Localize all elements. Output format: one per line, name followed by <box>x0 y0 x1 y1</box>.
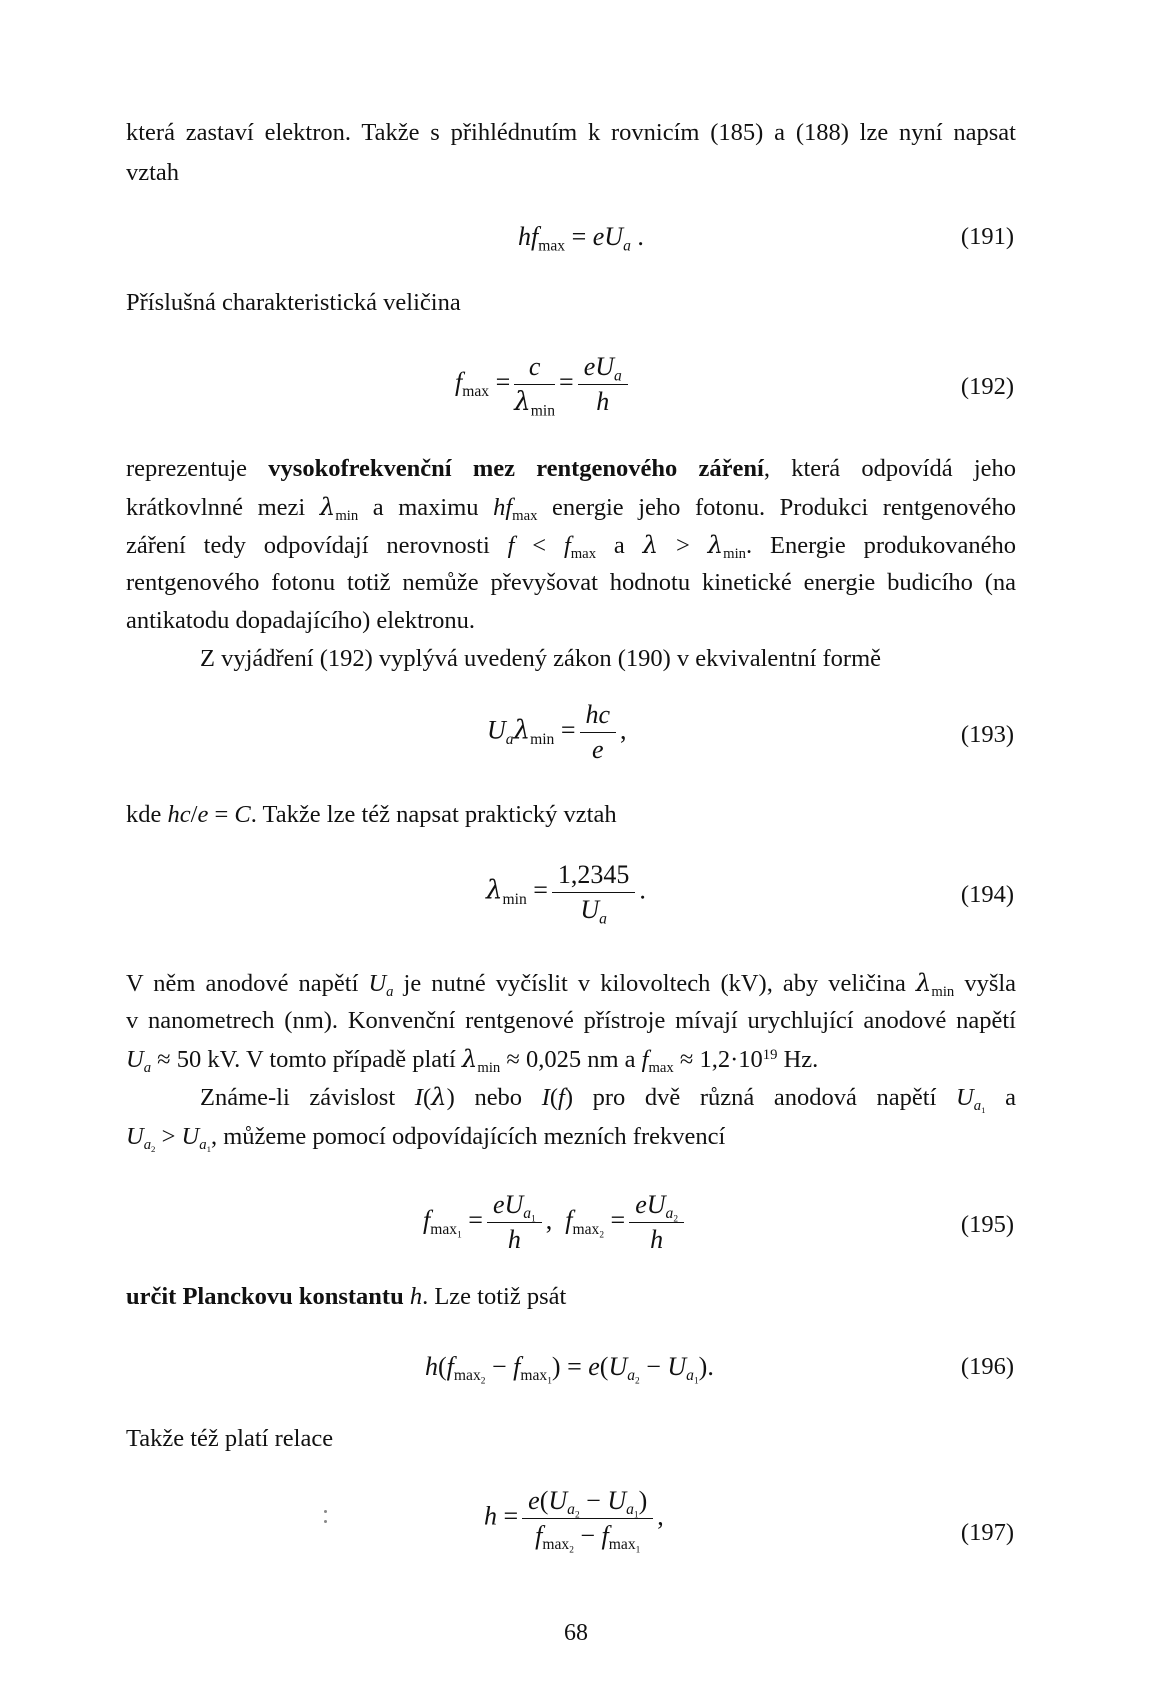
text-span: reprezentuje <box>126 455 248 482</box>
equation-197: h = $\frac{e(U_{a_2} - U_{a_1})}{f_{max_2} - f_{max_1}}$ , <box>484 1486 664 1556</box>
text-line: kde hc/e = C. Takže lze též napsat praktický vztah <box>126 801 617 828</box>
page-number: 68 <box>564 1620 588 1646</box>
text-span: . Energie produkovaného <box>746 532 1016 559</box>
text-line: která zastaví elektron. Takže s přihlédnutím k rovnicím (185) a (188) lze nyní napsat <box>126 119 1016 146</box>
equation-number: (193) <box>960 721 1014 748</box>
text-span: nebo <box>474 1084 523 1111</box>
equation-number: (197) <box>960 1519 1014 1546</box>
text-line: Známe-li závislost I(λ) nebo I(f) pro dvě různá anodová napětí $U_{a_1}$ a <box>200 1082 1016 1116</box>
text-span: záření tedy odpovídají nerovnosti <box>126 532 490 559</box>
text-span: a <box>1005 1084 1016 1111</box>
text-span: , která odpovídá jeho <box>763 455 1017 482</box>
text-line <box>126 1282 1016 1312</box>
text-span: energie jeho fotonu. Produkci rentgenového <box>552 494 1017 521</box>
text-span: krátkovlnné mezi <box>126 494 306 521</box>
text-line: V něm anodové napětí $U_a$ je nutné vyčíslit v kilovoltech (kV), aby veličina $\lambda_{min}$ vyšla <box>126 968 1017 1001</box>
equation-195: $f_{max_1}$ = $\frac{eU_{a_1}}{h}$ , $f_{max_2}$ = $\frac{eU_{a_2}}{h}$ <box>423 1190 688 1255</box>
equation-number: (195) <box>960 1211 1014 1238</box>
text-line: antikatodu dopadajícího) elektronu. <box>126 607 476 634</box>
text-span: . Takže lze též napsat praktický vztah <box>250 801 617 828</box>
constant-value: 1,2345 <box>552 860 636 893</box>
equation-191: $hf_{max} = eU_a$ . <box>518 222 644 255</box>
text-span: ≈ 1,2·10 <box>679 1046 763 1073</box>
text-line: krátkovlnné mezi $\lambda_{min}$ a maximu $hf_{max}$ energie jeho fotonu. Produkci rentgenového <box>126 492 1017 525</box>
text-line: vztah <box>126 159 180 186</box>
text-line: $U_a \approx 50$ kV. V tomto případě platí $\lambda_{min} \approx 0,025$ nm a $f_{max} \approx 1,2\cdot 10^{19}$ Hz. <box>126 1044 819 1077</box>
text-line: $U_{a_2} > U_{a_1}$, můžeme pomocí odpovídajících mezních frekvencí <box>126 1123 726 1155</box>
text-span: . Lze totiž psát <box>422 1283 567 1310</box>
text-line <box>126 454 1016 484</box>
bold-term: určit Planckovu konstantu <box>126 1283 404 1310</box>
scan-speck <box>324 1510 327 1513</box>
text-span: vyšla <box>964 970 1017 997</box>
text-line: rentgenového fotonu totiž nemůže převyšovat hodnotu kinetické energie budicího (na <box>126 569 1016 596</box>
text-span: Hz. <box>777 1046 819 1073</box>
text-span: ≈ 50 kV. V tomto případě platí <box>157 1046 456 1073</box>
text-line: v nanometrech (nm). Konvenční rentgenové přístroje mívají urychlující anodové napětí <box>126 1007 1016 1034</box>
equation-number: (194) <box>960 881 1014 908</box>
bold-term: vysokofrekvenční mez rentgenového záření <box>268 455 764 482</box>
text-line: Příslušná charakteristická veličina <box>126 289 461 316</box>
text-span: , můžeme pomocí odpovídajících mezních frekvencí <box>210 1123 726 1150</box>
scan-speck <box>324 1520 327 1523</box>
equation-194: $\lambda_{min}$ = $\frac{1,2345}{U_a}$ . <box>486 860 646 928</box>
equation-number: (196) <box>960 1353 1014 1380</box>
text-span: Známe-li závislost <box>200 1084 396 1111</box>
text-span: pro dvě různá anodová napětí <box>592 1084 937 1111</box>
text-span: a maximu <box>372 494 479 521</box>
equation-number: (192) <box>960 373 1014 400</box>
text-span: kde <box>126 801 162 828</box>
text-span: h <box>409 1283 423 1310</box>
text-line: Z vyjádření (192) vyplývá uvedený zákon (190) v ekvivalentní formě <box>200 645 882 672</box>
text-span: je nutné vyčíslit v kilovoltech (kV), aby veličina <box>403 970 906 997</box>
equation-number: (191) <box>960 223 1014 250</box>
equation-196: $h(f_{max_2} - f_{max_1}) = e(U_{a_2} - U_{a_1})$. <box>425 1352 714 1387</box>
text-span: a <box>613 532 625 559</box>
text-span: V něm anodové napětí <box>126 970 359 997</box>
equation-193: $U_a\lambda_{min}$ = $\frac{hc}{e}$ , <box>487 700 627 764</box>
text-line: Takže též platí relace <box>126 1425 334 1452</box>
text-span: ≈ 0,025 nm a <box>506 1046 636 1073</box>
exponent: 19 <box>762 1046 778 1063</box>
equation-192: $f_{max}$ = $\frac{c}{\lambda_{min}}$ = $\frac{eU_a}{h}$ <box>455 352 632 417</box>
text-line: záření tedy odpovídají nerovnosti $f < f_{max}$ a $\lambda > \lambda_{min}$. Energie produkovaného <box>126 530 1016 563</box>
